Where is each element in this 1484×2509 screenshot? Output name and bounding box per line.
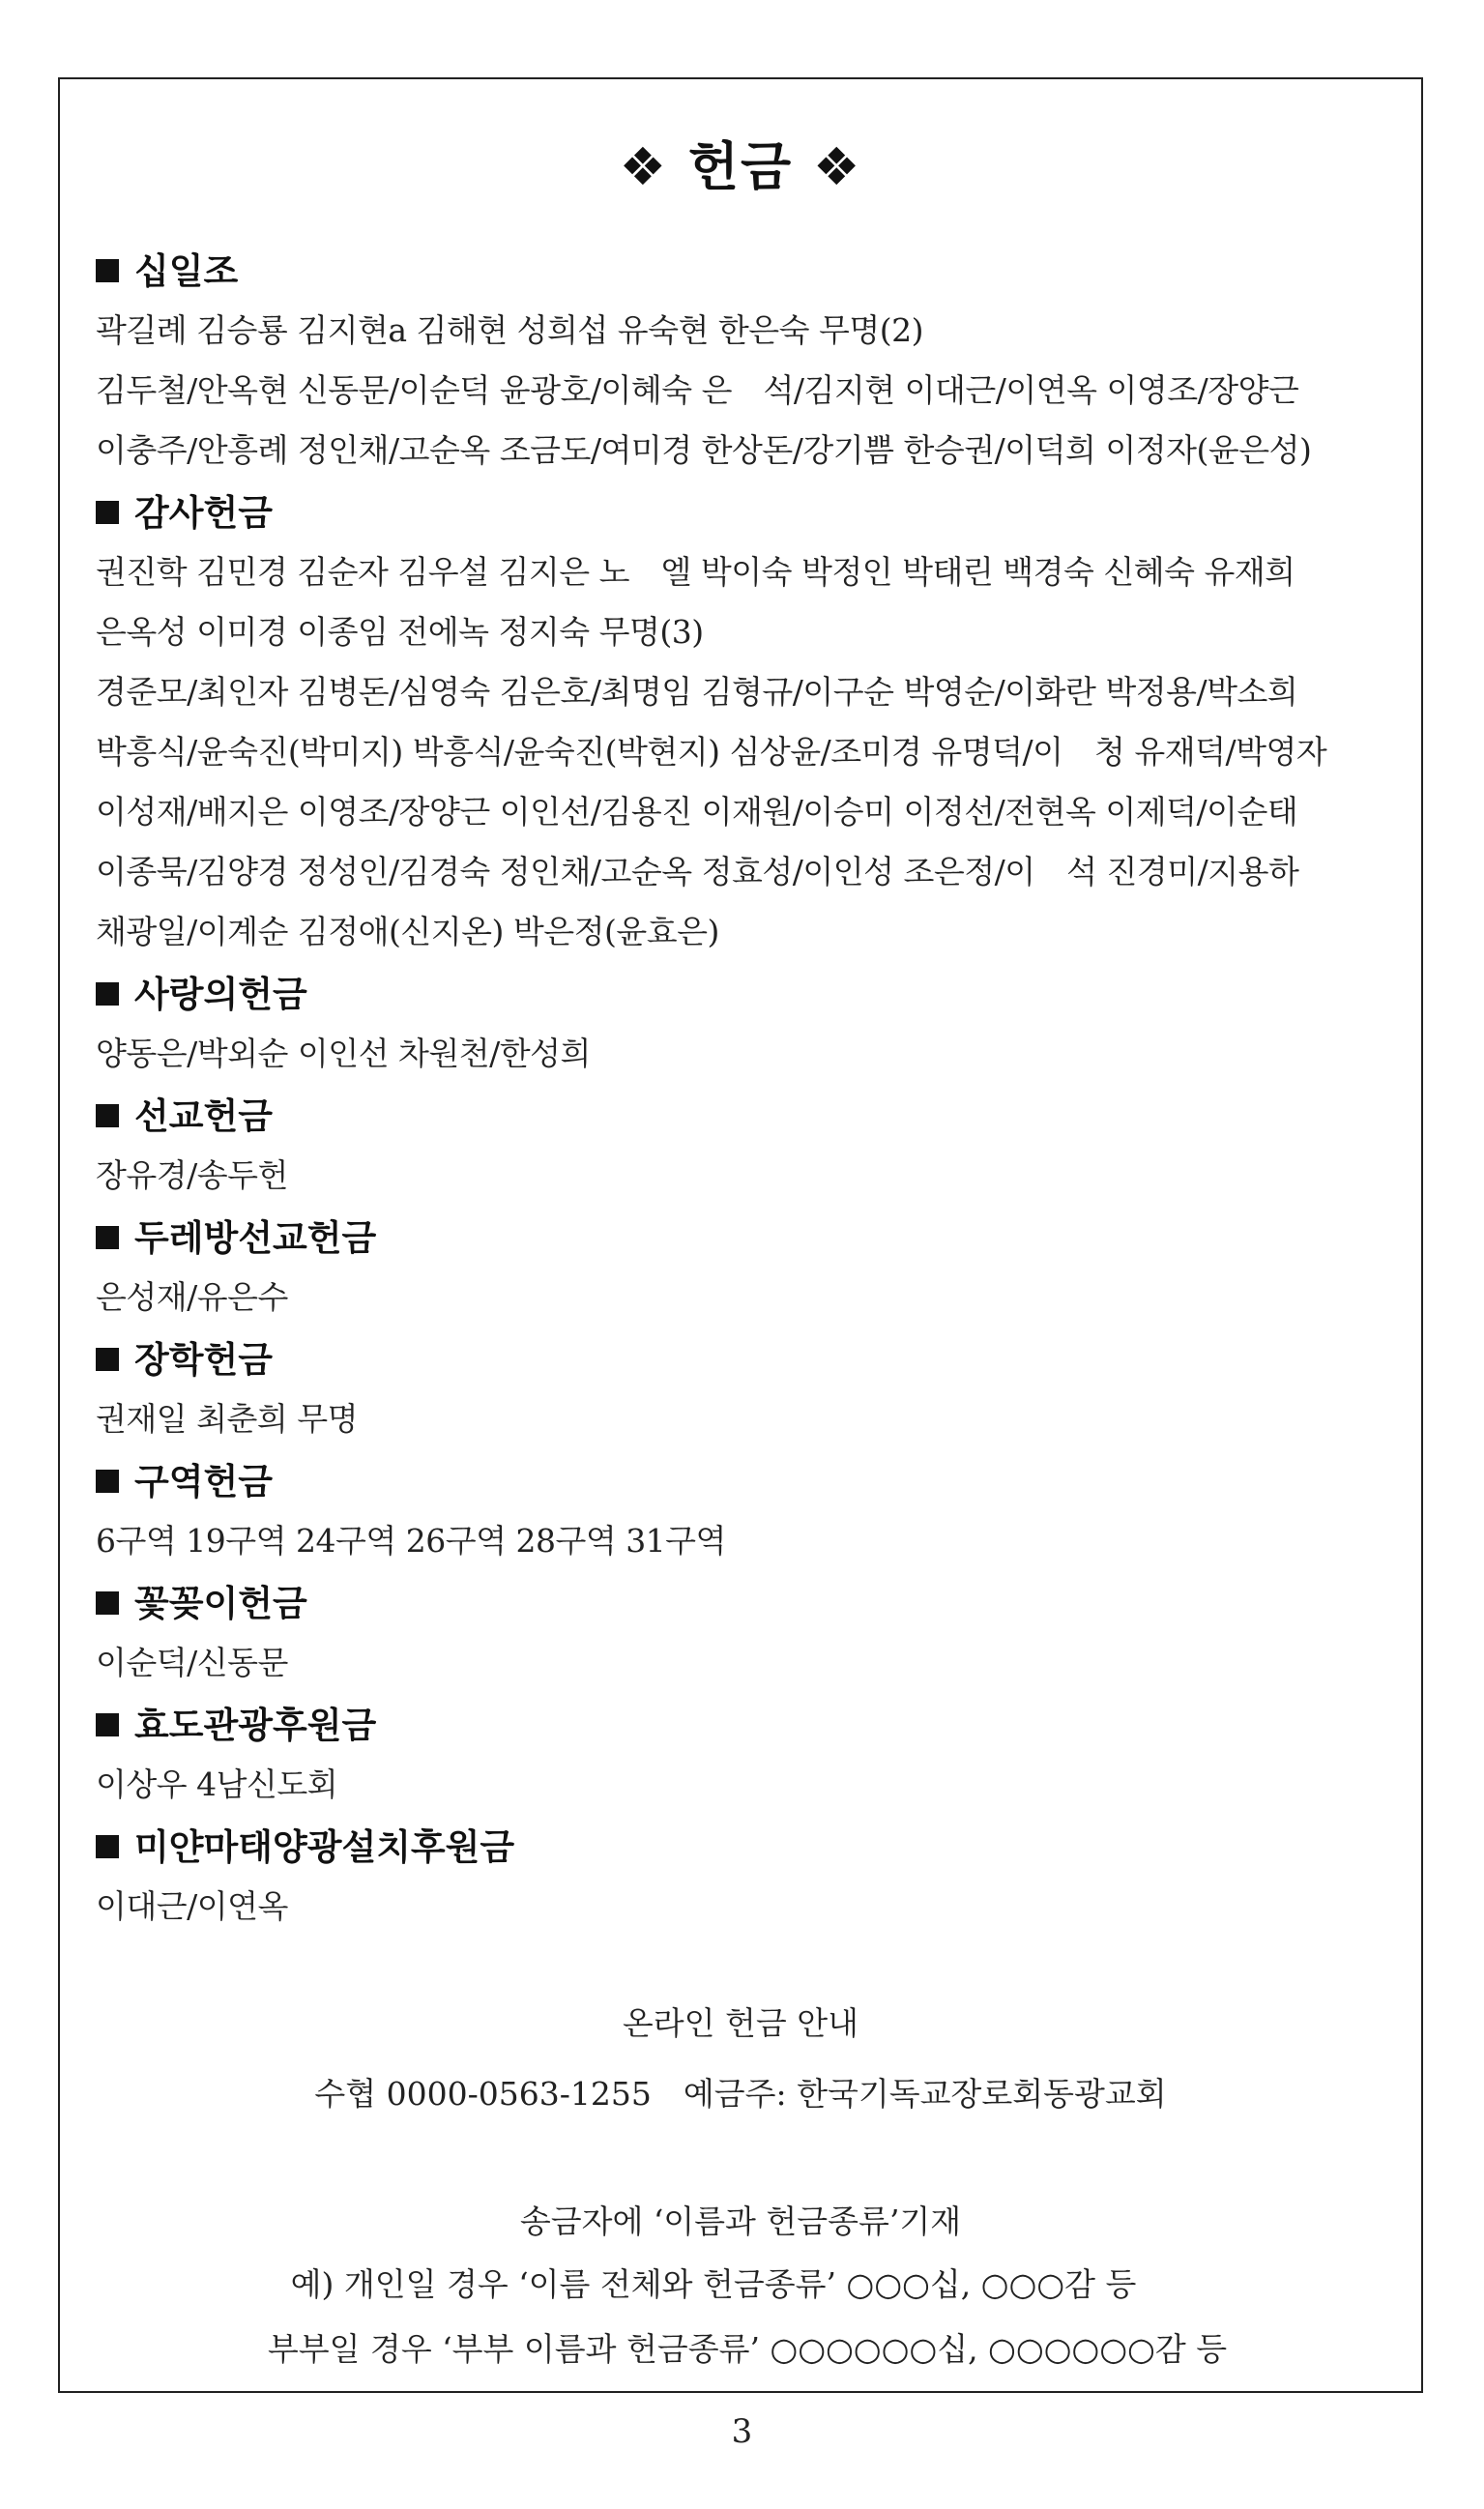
donor-line: 이상우 4남신도회 [96,1765,338,1803]
donor-line: 이성재/배지은 이영조/장양근 이인선/김용진 이재원/이승미 이정선/전현옥 이제덕/이순태 [96,793,1298,831]
page-number: 3 [731,2412,753,2451]
section-heading-filial-tour: 효도관광후원금 [96,1697,1391,1755]
section-heading-thanks: 감사헌금 [96,484,1391,542]
section-heading-myanmar-solar: 미얀마태양광설치후원금 [96,1819,1391,1877]
section-heading-flower: 꽃꽂이헌금 [96,1575,1391,1633]
square-bullet-icon [96,501,119,524]
square-bullet-icon [96,1835,119,1858]
donor-line: 이충주/안흥례 정인채/고순옥 조금도/여미경 한상돈/강기쁨 한승권/이덕희 이정자(윤은성) [96,431,1312,469]
donor-line: 김두철/안옥현 신동문/이순덕 윤광호/이혜숙 은 석/김지현 이대근/이연옥 이영조/장양근 [96,371,1299,409]
donor-line: 권진학 김민경 김순자 김우설 김지은 노 엘 박이숙 박정인 박태린 백경숙 신혜숙 유재희 [96,553,1295,591]
square-bullet-icon [96,1348,119,1371]
online-offering-title: 온라인 헌금 안내 [622,2004,859,2042]
donor-line: 6구역 19구역 24구역 26구역 28구역 31구역 [96,1522,726,1560]
donor-line: 채광일/이계순 김정애(신지온) 박은정(윤효은) [96,913,719,950]
page-title: ❖ 헌금 ❖ [619,136,862,197]
section-heading-love: 사랑의헌금 [96,966,1391,1024]
donor-line: 은옥성 이미경 이종임 전에녹 정지숙 무명(3) [96,613,704,651]
donor-line: 박흥식/윤숙진(박미지) 박흥식/윤숙진(박현지) 심상윤/조미경 유명덕/이 청 유재덕/박영자 [96,733,1327,771]
square-bullet-icon [96,259,119,282]
online-offering-example-individual: 예) 개인일 경우 ‘이름 전체와 헌금종류’ ○○○십, ○○○감 등 [290,2265,1137,2303]
donor-line: 경준모/최인자 김병돈/심영숙 김은호/최명임 김형규/이구순 박영순/이화란 박정용/박소희 [96,673,1298,711]
online-offering-note: 송금자에 ‘이름과 헌금종류’기재 [519,2203,962,2240]
donor-line: 양동은/박외순 이인선 차원천/한성희 [96,1035,591,1072]
donor-line: 이대근/이연옥 [96,1887,288,1925]
section-heading-tithe: 십일조 [96,243,1391,301]
square-bullet-icon [96,1226,119,1249]
square-bullet-icon [96,1713,119,1736]
section-heading-scholarship: 장학헌금 [96,1331,1391,1389]
donor-line: 이순덕/신동문 [96,1644,288,1681]
donor-line: 장유경/송두헌 [96,1156,288,1194]
section-heading-durebang-mission: 두레방선교헌금 [96,1210,1391,1268]
donor-line: 은성재/유은수 [96,1278,288,1316]
section-heading-mission: 선교헌금 [96,1088,1391,1146]
online-offering-account: 수협 0000-0563-1255 예금주: 한국기독교장로회동광교회 [314,2075,1167,2113]
offering-frame [58,77,1423,2393]
square-bullet-icon [96,982,119,1006]
square-bullet-icon [96,1104,119,1127]
donor-line: 곽길례 김승룡 김지현a 김해현 성희섭 유숙현 한은숙 무명(2) [96,311,924,349]
section-heading-district: 구역헌금 [96,1453,1391,1511]
donor-line: 권재일 최춘희 무명 [96,1400,359,1438]
offering-list [96,239,1391,1937]
donor-line: 이종묵/김양경 정성인/김경숙 정인채/고순옥 정효성/이인성 조은정/이 석 진경미/지용하 [96,853,1299,890]
online-offering-example-couple: 부부일 경우 ‘부부 이름과 헌금종류’ ○○○○○○십, ○○○○○○감 등 [267,2330,1228,2368]
square-bullet-icon [96,1591,119,1615]
square-bullet-icon [96,1470,119,1493]
